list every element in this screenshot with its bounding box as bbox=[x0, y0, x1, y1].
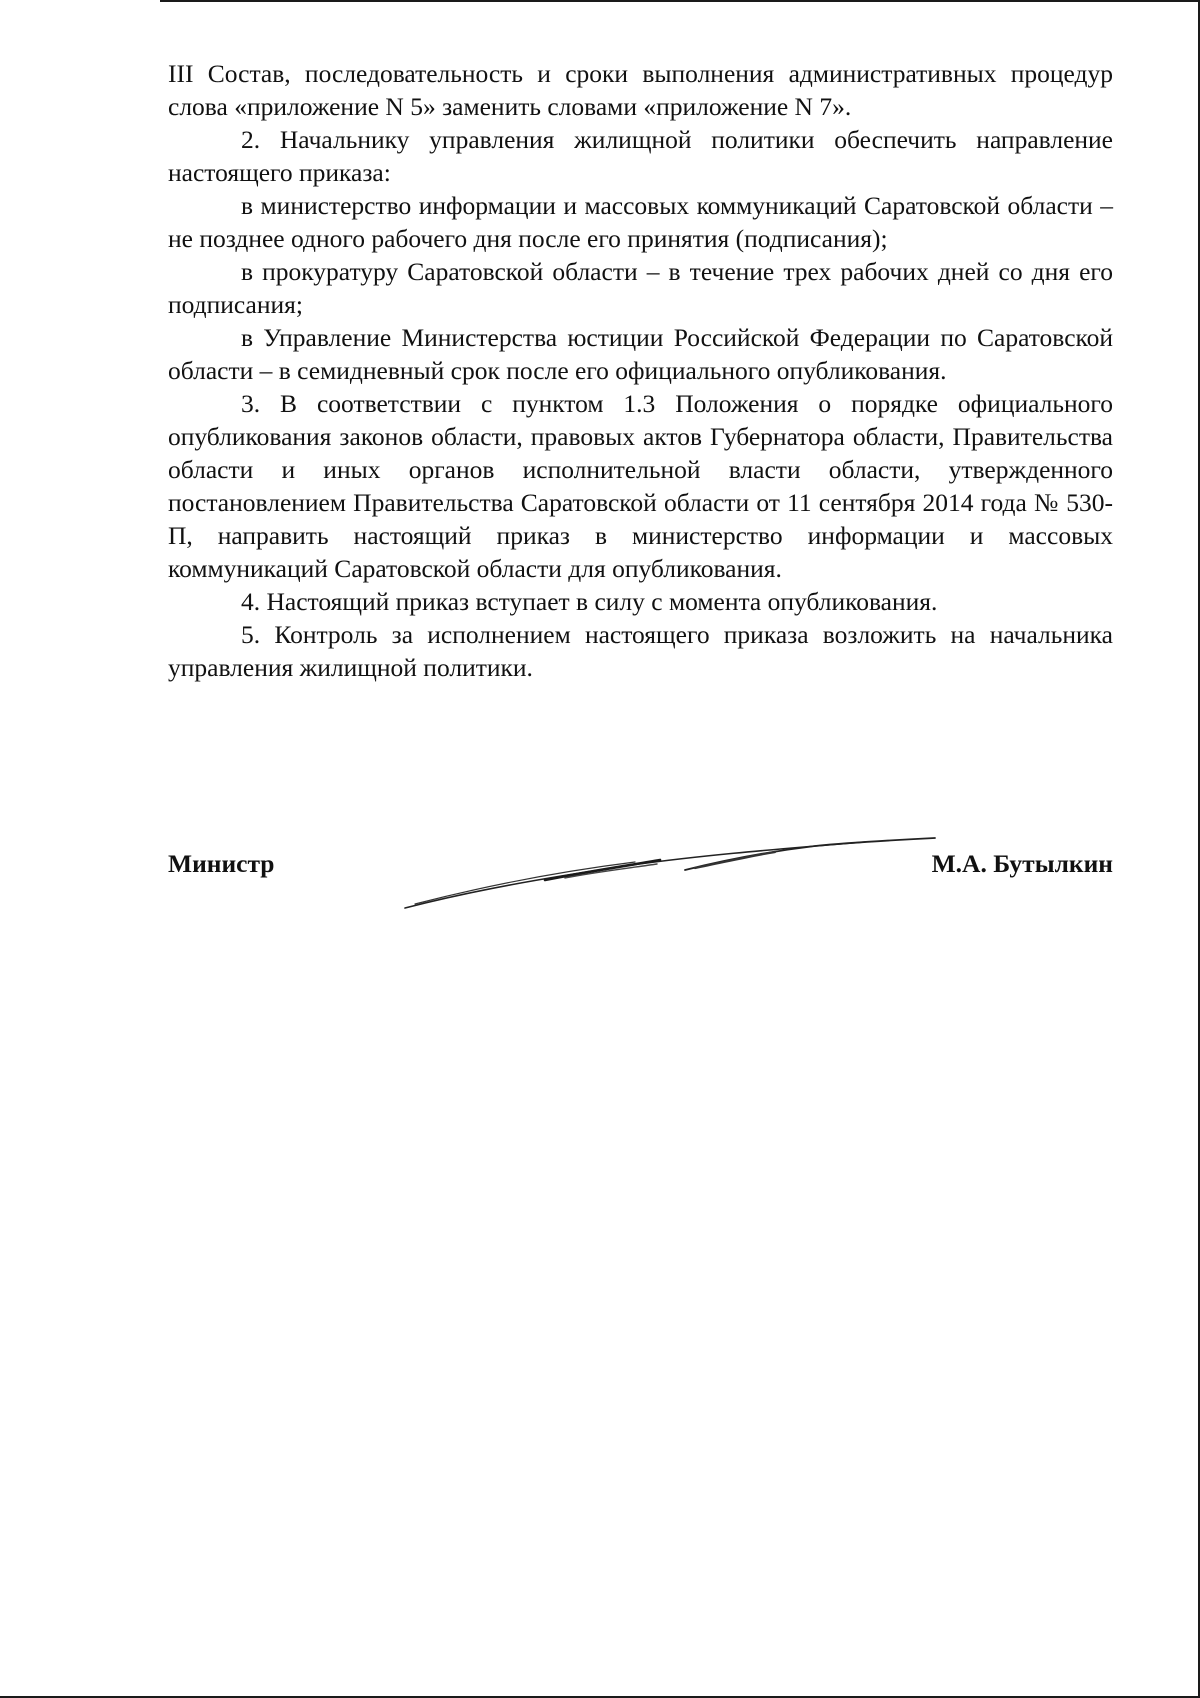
signatory-name: М.А. Бутылкин bbox=[931, 849, 1113, 878]
paragraph-item-4: 4. Настоящий приказ вступает в силу с момента опубликования. bbox=[241, 587, 938, 616]
signatory-title: Министр bbox=[168, 849, 275, 878]
document-body bbox=[168, 57, 1113, 684]
paragraph-recipient-ministry-justice: в Управление Министерства юстиции Российской Федерации по Саратовской области – в семидневный срок после его официального опубликования. bbox=[168, 323, 1113, 385]
paragraph-recipient-ministry-information: в министерство информации и массовых коммуникаций Саратовской области – не позднее одного рабочего дня после его принятия (подписания); bbox=[168, 191, 1113, 253]
scan-border-top bbox=[160, 0, 1200, 2]
paragraph-item-3: 3. В соответствии с пунктом 1.3 Положения о порядке официального опубликования законов области, правовых актов Губернатора области, Правительства области и иных органов исполнительной власти области, утвержденного постановлением Правительства Саратовской области от 11 сентября 2014 года № 530-П, направить настоящий приказ в министерство информации и массовых коммуникаций Саратовской области для опубликования. bbox=[168, 389, 1113, 583]
signature-block bbox=[168, 849, 1113, 885]
paragraph-item-2: 2. Начальнику управления жилищной политики обеспечить направление настоящего приказа: bbox=[168, 125, 1113, 187]
paragraph-section-iii-continuation: III Состав, последовательность и сроки выполнения административных процедур слова «приложение N 5» заменить словами «приложение N 7». bbox=[168, 59, 1113, 121]
paragraph-item-5: 5. Контроль за исполнением настоящего приказа возложить на начальника управления жилищной политики. bbox=[168, 620, 1113, 682]
paragraph-recipient-prosecutor: в прокуратуру Саратовской области – в течение трех рабочих дней со дня его подписания; bbox=[168, 257, 1113, 319]
